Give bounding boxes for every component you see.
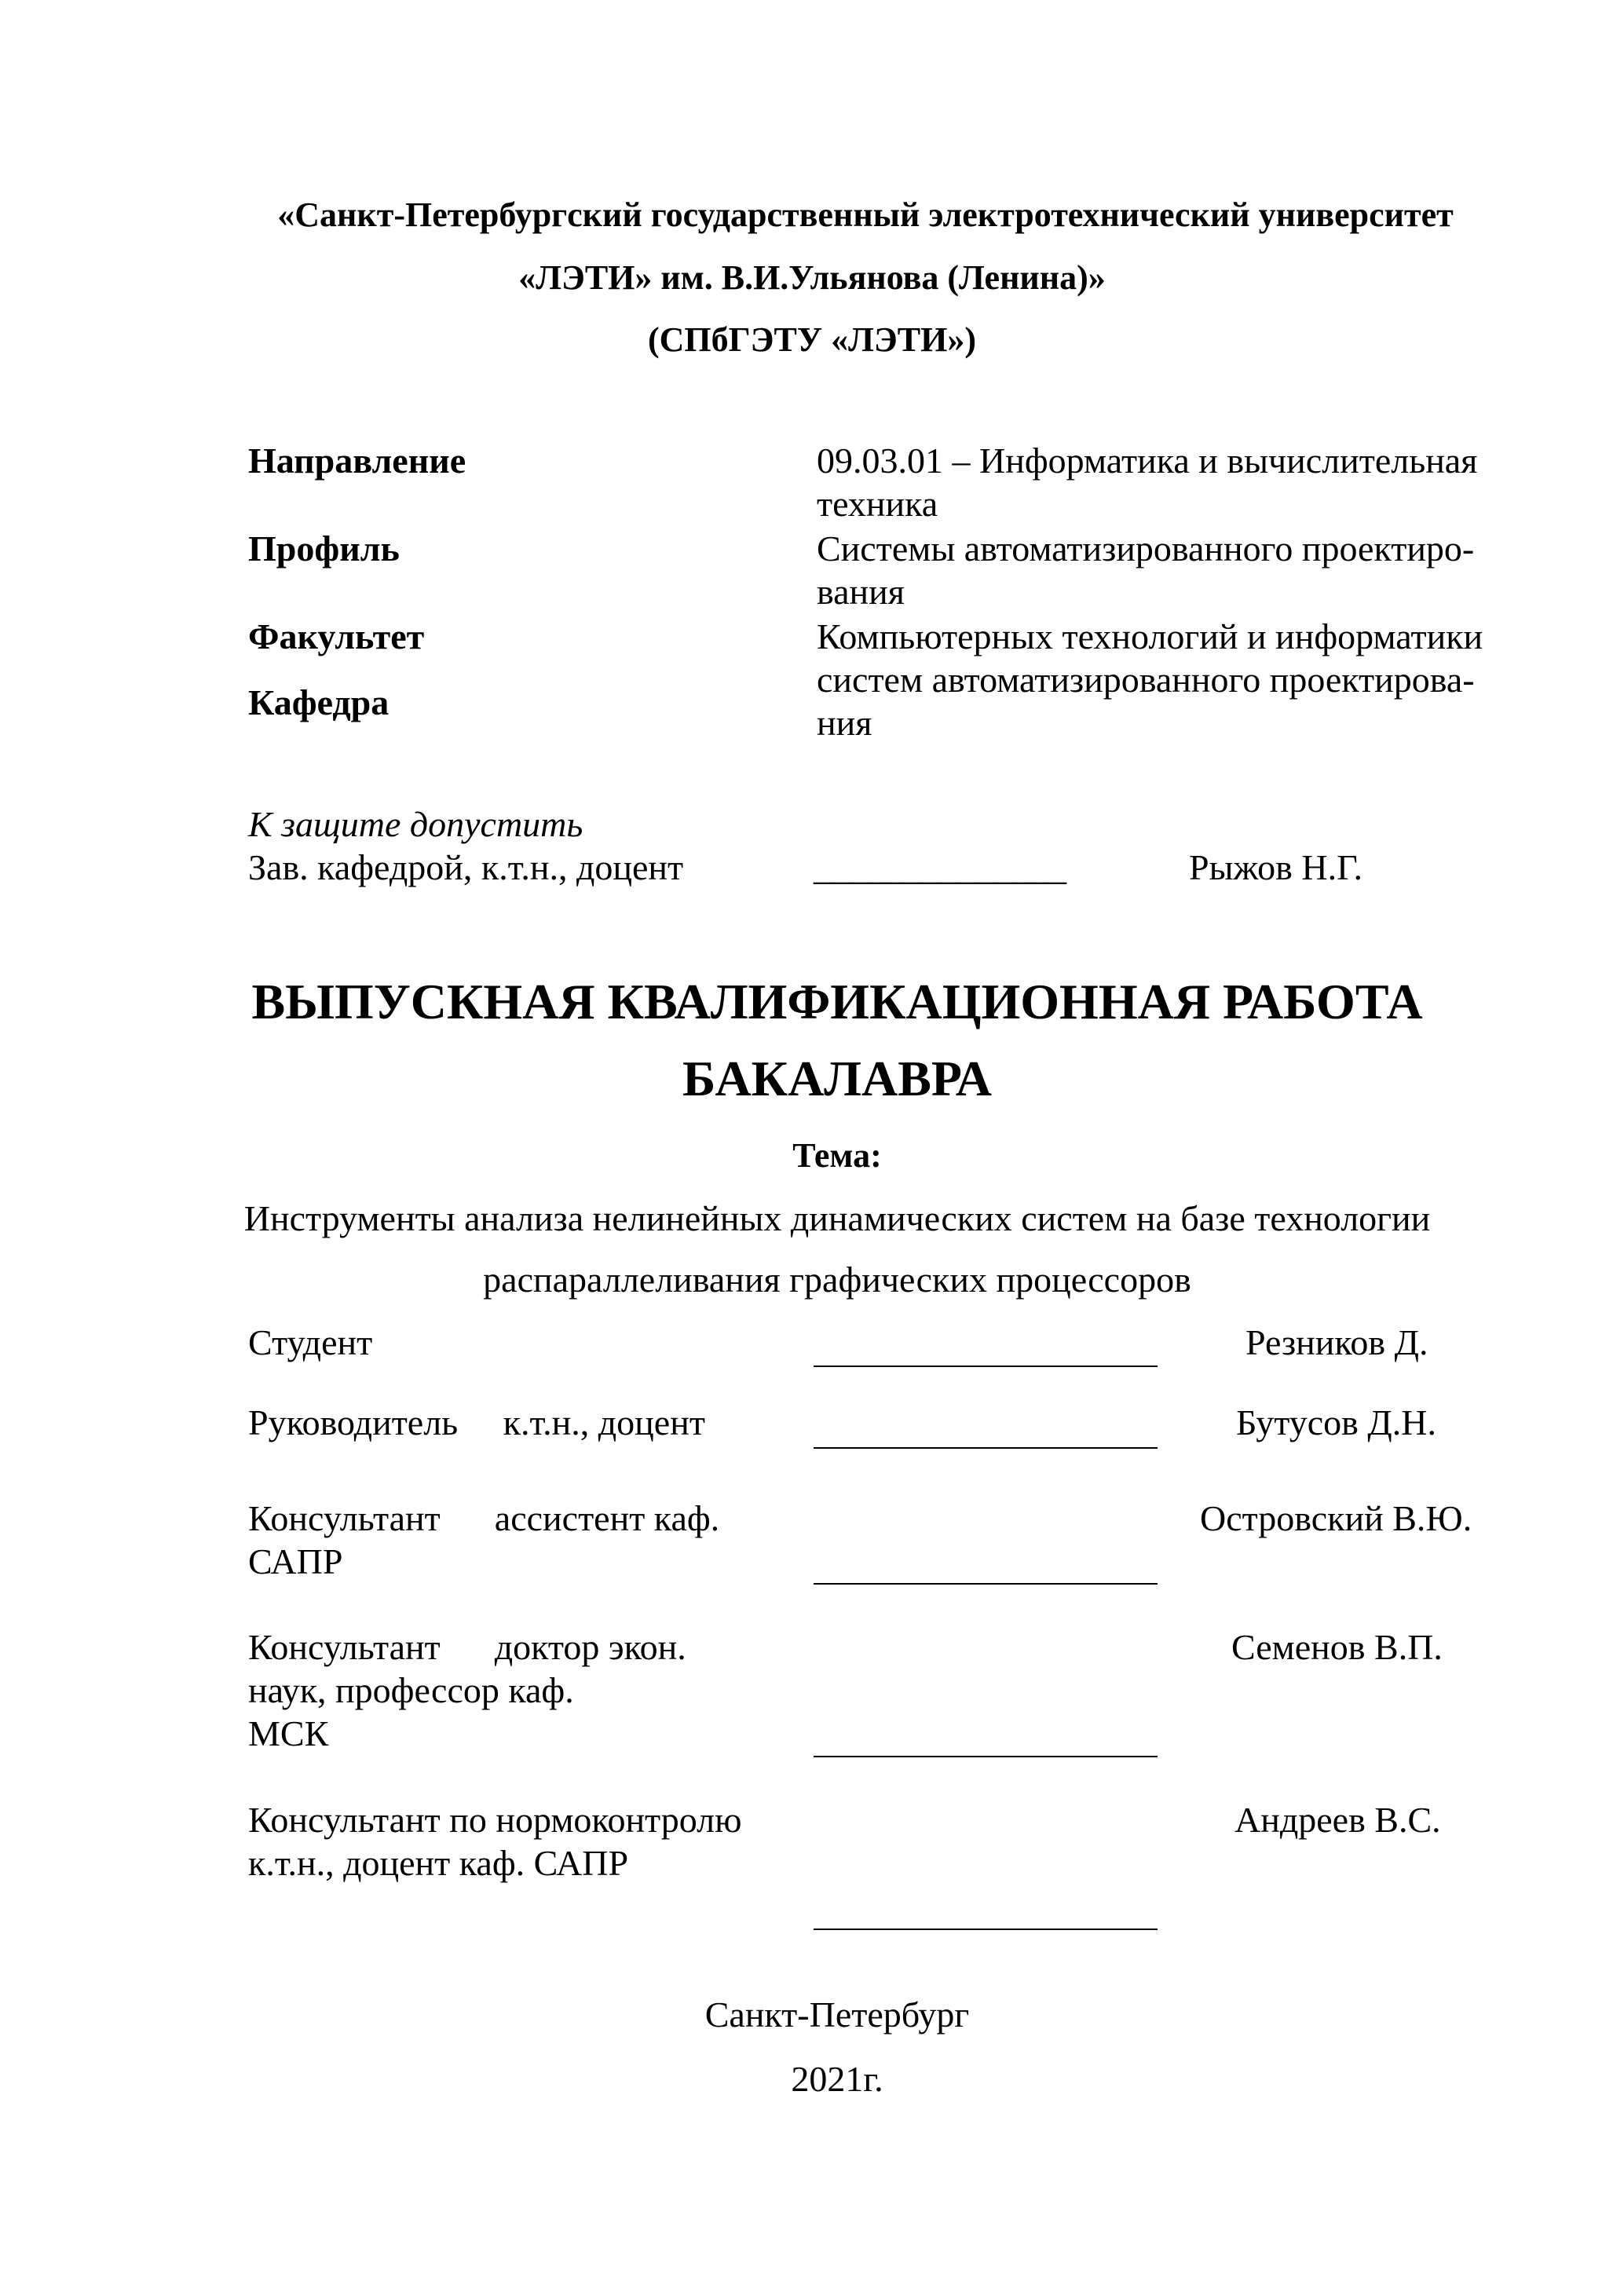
info-value-department-cont: ния	[817, 703, 872, 743]
university-name-line2: «ЛЭТИ» им. В.И.Ульянова (Ленина)»	[518, 258, 1106, 297]
theme-text-line2: распараллеливания графических процессоров	[483, 1260, 1191, 1300]
info-value-direction-cont: техника	[817, 484, 938, 524]
info-value-profile: Системы автоматизированного проектиро-	[817, 528, 1475, 569]
signer-role-cont: САПР	[248, 1541, 343, 1581]
signer-role-cont: МСК	[248, 1713, 329, 1753]
admission-role: Зав. кафедрой, к.т.н., доцент	[248, 847, 684, 887]
info-label-department: Кафедра	[248, 682, 390, 722]
signer-name: Островский В.Ю.	[1200, 1498, 1472, 1538]
university-name: «Санкт-Петербургский государственный электротехнический университет	[277, 196, 1454, 234]
year: 2021г.	[791, 2059, 883, 2099]
signer-name: Андреев В.С.	[1234, 1800, 1441, 1840]
signature-line	[814, 1756, 1158, 1757]
signer-role-cont: наук, профессор каф.	[248, 1670, 574, 1710]
signature-line	[814, 1447, 1158, 1449]
admission-signature-line: ______________	[814, 847, 1066, 887]
signature-line	[814, 1583, 1158, 1585]
signer-role: Студент	[248, 1322, 373, 1362]
admission-note: К защите допустить	[248, 804, 583, 844]
theme-text: Инструменты анализа нелинейных динамических систем на базе технологии	[243, 1198, 1431, 1238]
signer-role: Консультант доктор экон.	[248, 1627, 686, 1667]
admission-name: Рыжов Н.Г.	[1189, 847, 1362, 887]
info-value-direction: 09.03.01 – Информатика и вычислительная	[817, 441, 1478, 481]
info-value-profile-cont: вания	[817, 572, 905, 612]
university-abbreviation: (СПбГЭТУ «ЛЭТИ»)	[648, 320, 976, 359]
signer-role: Консультант по нормоконтролю	[248, 1800, 742, 1840]
signer-name: Семенов В.П.	[1231, 1627, 1443, 1667]
city: Санкт-Петербург	[704, 1994, 970, 2035]
info-value-faculty: Компьютерных технологий и информатики	[817, 616, 1483, 656]
info-label-direction: Направление	[248, 441, 466, 481]
signature-line	[814, 1929, 1158, 1930]
signature-line	[814, 1366, 1158, 1367]
theme-label: Тема:	[792, 1136, 882, 1175]
thesis-title-line2: БАКАЛАВРА	[682, 1051, 993, 1106]
info-label-profile: Профиль	[248, 528, 400, 569]
signer-name: Бутусов Д.Н.	[1236, 1402, 1436, 1442]
signer-role: Руководитель к.т.н., доцент	[248, 1402, 705, 1442]
info-label-faculty: Факультет	[248, 616, 425, 656]
signer-role-cont: к.т.н., доцент каф. САПР	[248, 1843, 629, 1883]
signer-name: Резников Д.	[1245, 1322, 1428, 1362]
signer-role: Консультант ассистент каф.	[248, 1498, 720, 1538]
thesis-title: ВЫПУСКНАЯ КВАЛИФИКАЦИОННАЯ РАБОТА	[251, 974, 1423, 1029]
info-value-department: систем автоматизированного проектирова-	[817, 660, 1475, 700]
